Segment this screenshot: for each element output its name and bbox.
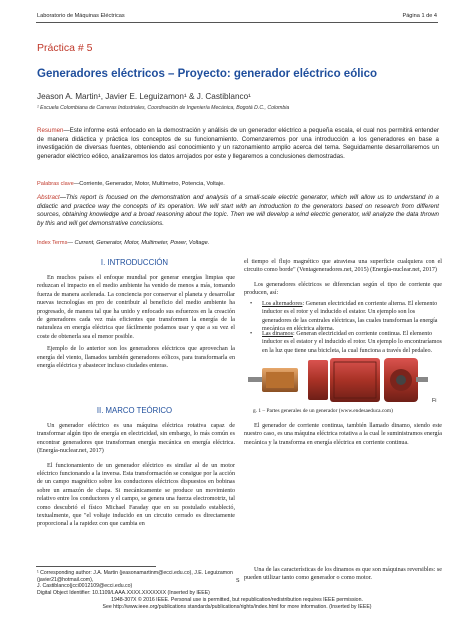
intro-paragraph-1: En muchos países el enfoque mundial por generar energías limpias que reduzcan el impacto en el medio ambiente ha venido de menos a más, tomando fuerza de manera acelerada. La conciencia por conservar el planeta y desarrollar nuevas tecnologías en pro de contribuir al beneficio del medio ambiente ha progresado, de manera tal que ha unido y enfocado sus esfuerzos en la creación de generadores cada vez más eficientes que transformen la energía de la naturaleza en energía eléctrica que fácilmente podamos usar y que a su vez el coste de obtenerla sea el menor posible. bbox=[37, 275, 235, 340]
author-list: Jeason A. Martin¹, Javier E. Leguizamon¹ & J. Castiblanco¹ bbox=[37, 92, 251, 101]
marco-paragraph-1: Un generador eléctrico es una máquina eléctrica rotativa capaz de transformar algún tipo de energía en electricidad, sin embargo, lo más común es encontrar generadores que transforman energía mecánica en energía eléctrica. (Energía-nuclear.net, 2017) bbox=[37, 423, 235, 455]
reversibles-paragraph: Una de las características de los dinamos es que son máquinas reversibles: se pueden utilizar tanto como generador o como motor. bbox=[244, 567, 442, 582]
dinamo-paragraph: El generador de corriente continua, también llamado dinamo, siendo este nuestro caso, es una máquina eléctrica rotativa a la cual le suministramos energía mecánica y la transforma en energía eléctrica en corriente continua. bbox=[244, 423, 442, 446]
marco-paragraph-2: El funcionamiento de un generador eléctrico es similar al de un motor eléctrico funcionando a la inversa. Esta transformación se consigue por la acción de un campo magnético sobre los conductores eléctricos dispuestos en bobinas sobre un armazón de chapa. Si mecánicamente se produce un movimiento relativo entre los conductores y el campo, se genera una fuerza electromotriz, tal como descubrió el físico Michael Faraday que en su postulado estableció, textualmente, que "el voltaje inducido en un circuito cerrado es directamente proporcional a la rapidez con que cambia en bbox=[37, 462, 235, 528]
running-header-left: Laboratorio de Máquinas Eléctricas bbox=[37, 13, 125, 19]
palabras-lead: Palabras clave bbox=[37, 181, 74, 187]
index-terms-text: — Current, Generator, Motor, Multimeter, Power, Voltage. bbox=[67, 240, 210, 246]
footnote-doi: Digital Object Identifier: 10.1109/LAAA.XXXX.XXXXXXX (Inserted by IEEE) bbox=[37, 589, 210, 596]
palabras-clave bbox=[37, 181, 225, 187]
footnote-line-1: ¹ Corresponding author: J.A. Martin (jeasonamartinm@ecci.edu.co), J.E. Leguizamon (javier21@hotmail.com), bbox=[37, 570, 233, 583]
continuation-paragraph: el tiempo el flujo magnético que atraviesa una superficie cualquiera con el circuito como borde" (Ventageneradores.net, 2015) (Energía-nuclear.net, 2017) bbox=[244, 259, 442, 274]
index-terms-lead: Index Terms bbox=[37, 240, 68, 246]
copyright-line: 1948-307X © 2016 IEEE. Personal use is permitted, but republication/redistribution requires IEEE permission. bbox=[111, 597, 363, 603]
right-column-top bbox=[244, 258, 442, 302]
affiliation: ¹ Escuela Colombiana de Carreras Industriales, Coordinación de Ingeniería Mecánica, Bogotá D.C., Colombia bbox=[37, 105, 290, 111]
bullet-alternadores-text: : Generan electricidad en corriente alterna. El elemento inductor es el rotor y el inducido el estator. Un ejemplo son los generadores de las centrales eléctricas, las cuales transforman la energía mecánica en eléctrica alterna. bbox=[262, 301, 438, 333]
abstract-lead: Abstract bbox=[37, 194, 60, 201]
right-column-bottom bbox=[244, 422, 442, 451]
practice-label: Práctica # 5 bbox=[37, 42, 93, 54]
figure-label: Fi bbox=[432, 398, 437, 404]
generator-housing bbox=[384, 358, 428, 402]
section-marco-teorico: II. MARCO TEÓRICO bbox=[96, 406, 173, 415]
resumen-paragraph bbox=[37, 127, 439, 161]
section-introduccion: I. INTRODUCCIÓN bbox=[100, 258, 169, 267]
bullet-dinamos bbox=[250, 330, 442, 355]
left-column-intro bbox=[37, 274, 235, 374]
bullet-icon: • bbox=[250, 331, 253, 337]
generator-rotor bbox=[262, 368, 298, 392]
intro-paragraph-2: Ejemplo de lo anterior son los generadores eléctricos que aprovechan la energía del viento, llamados también generadores eólicos, para transformarla en energía eléctrica y abastecer incluso ciudades enteras. bbox=[37, 346, 235, 370]
generator-stator bbox=[308, 358, 380, 402]
resumen-lead: Resumen bbox=[37, 127, 64, 134]
bullet-dinamos-text: : Generan electricidad en corriente continua. El elemento inductor es el estator y el inducido el rotor. Un ejemplo lo encontraríamos en la luz que tiene una bicicleta, la cual funciona a través del pedaleo. bbox=[262, 331, 442, 354]
bullet-alternadores bbox=[250, 300, 442, 334]
abstract-text: —This report is focused on the demonstration and analysis of a small-scale electric generator, which will allow us to understand in a didactic and practice way the concepts of its operation. We will start with an introduction to the generators based on research from different sources, obtaining knowledge and a broad reasoning about the topic. Then we will develop a wind electric generator, will analyze the data thrown by this and will get demonstrative conclusions. bbox=[37, 194, 439, 227]
left-column-marco bbox=[37, 422, 235, 533]
bullet-alternadores-lead: Los alternadores bbox=[262, 301, 303, 307]
abstract-paragraph bbox=[37, 194, 439, 228]
footnote-author bbox=[37, 570, 242, 596]
tipos-paragraph: Los generadores eléctricos se diferencian según el tipo de corriente que producen, así: bbox=[244, 281, 442, 297]
side-mark: S bbox=[236, 578, 240, 584]
footnote-rule bbox=[36, 566, 156, 567]
palabras-text: —Corriente, Generador, Motor, Multímetro, Potencia, Voltaje. bbox=[73, 181, 225, 187]
paper-title: Generadores eléctricos – Proyecto: generador eléctrico eólico bbox=[37, 68, 378, 80]
header-rule bbox=[36, 22, 438, 23]
generator-figure bbox=[244, 354, 430, 406]
page-number: Página 1 de 4 bbox=[402, 13, 437, 19]
bullet-dinamos-lead: Las dinamos bbox=[262, 331, 293, 337]
right-column-last bbox=[244, 566, 442, 587]
figure-caption: g. 1 – Partes generales de un generador (www.endesaeduca.com) bbox=[253, 408, 393, 414]
permissions-line: See http://www.ieee.org/publications standards/publications/rights/index.html for more information. (Inserted by IEEE) bbox=[102, 604, 372, 610]
resumen-text: —Este informe está enfocado en la demostración y análisis de un generador eléctrico a pequeña escala, el cual nos permitirá entender de manera didáctica y práctica los conceptos de su funcionamiento. Comenzaremos por una introducción a los generadores en base a investigación de diversas fuentes, obteniendo así conocimiento y un razonamiento amplio acerca del tema. Seguidamente desarrollaremos un generador eléctrico eólico, analizaremos los datos arrojados por este y llegaremos a conclusiones demostradas. bbox=[37, 127, 439, 160]
footnote-line-2: J. Castiblanco(jcci0012109@ecci.edu.co) bbox=[37, 583, 133, 590]
bullet-icon: • bbox=[250, 301, 253, 307]
index-terms bbox=[37, 240, 209, 246]
